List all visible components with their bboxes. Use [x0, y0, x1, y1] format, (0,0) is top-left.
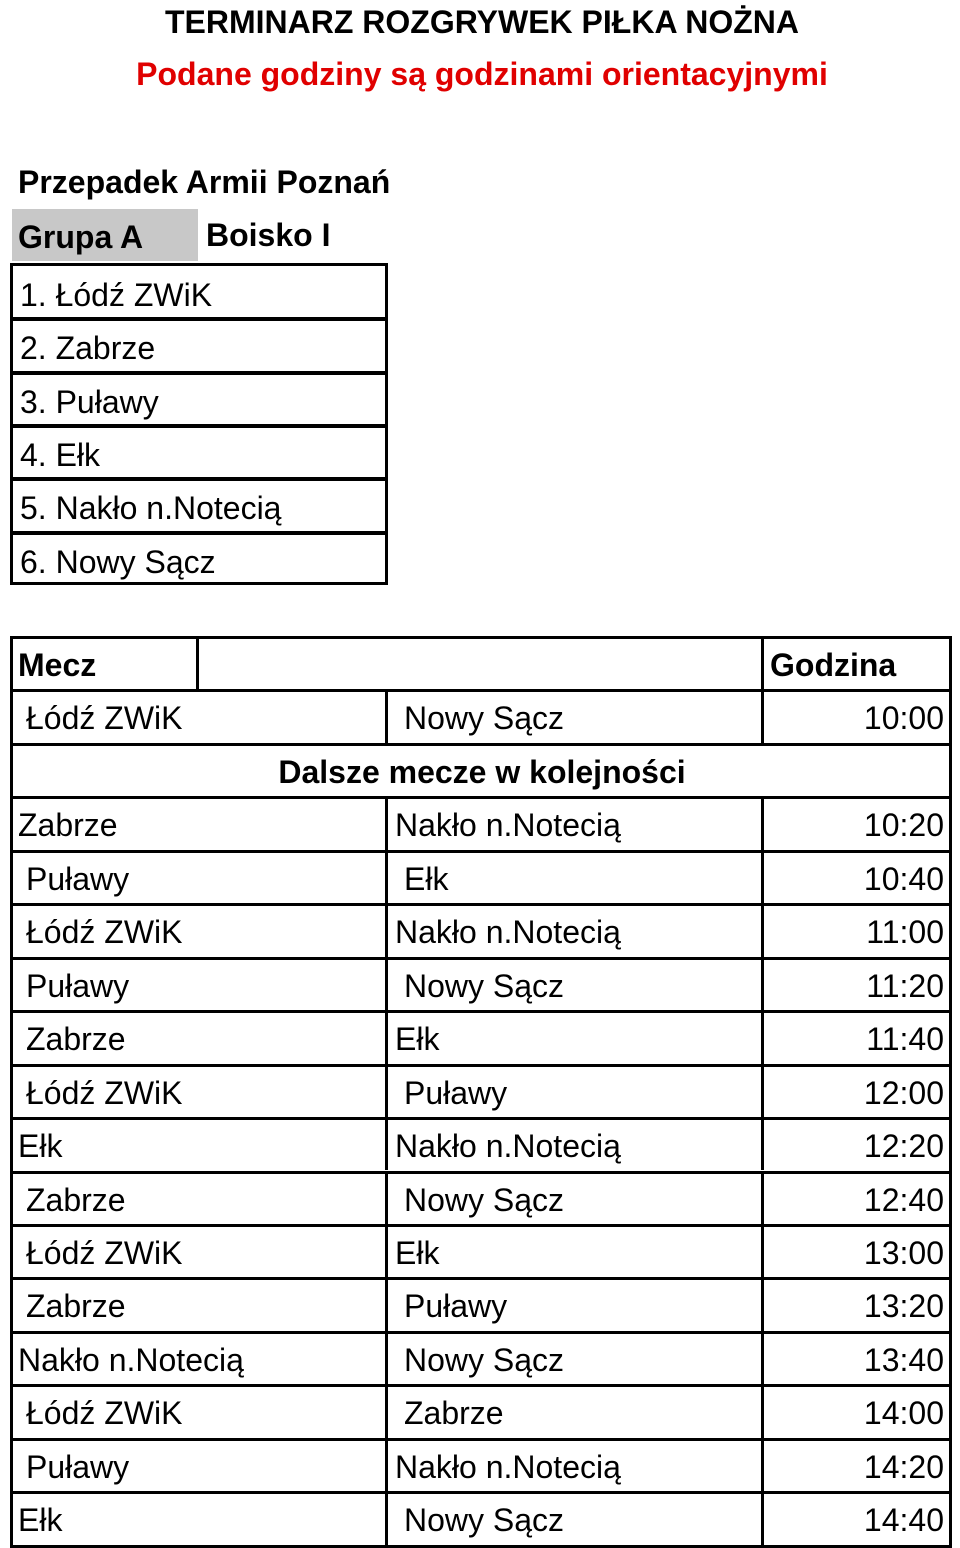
- match-home: Ełk: [18, 1502, 63, 1539]
- match-time: 14:20: [863, 1448, 944, 1485]
- match-time: 11:20: [866, 967, 944, 1004]
- match-away: Ełk: [404, 860, 449, 897]
- match-home: Łódź ZWiK: [26, 1074, 183, 1111]
- group-label: Grupa A: [18, 219, 144, 255]
- match-home: Puławy: [26, 1448, 130, 1485]
- column-divider: [385, 1491, 388, 1544]
- team-row: [13, 373, 385, 426]
- table-rule: [12, 1384, 952, 1387]
- column-divider: [385, 1438, 388, 1491]
- team-row: [13, 266, 385, 319]
- match-home: Zabrze: [26, 1288, 126, 1325]
- match-home: Ełk: [18, 1128, 63, 1165]
- team-name: 5. Nakło n.Notecią: [20, 490, 282, 527]
- match-time: 10:20: [863, 807, 944, 844]
- row-divider: [13, 477, 385, 481]
- venue-name: Przepadek Armii Poznań: [18, 164, 391, 200]
- match-away: Nowy Sącz: [404, 700, 565, 737]
- match-home: Nakło n.Notecią: [18, 1341, 244, 1378]
- match-home: Łódź ZWiK: [26, 700, 183, 737]
- header-divider: [196, 636, 199, 689]
- row-divider: [13, 424, 385, 428]
- match-time: 14:00: [863, 1395, 944, 1432]
- table-rule: [12, 903, 952, 906]
- match-away: Nowy Sącz: [404, 1341, 565, 1378]
- teams-list: [10, 263, 388, 585]
- team-name: 3. Puławy: [20, 383, 159, 420]
- match-time: 10:00: [863, 700, 944, 737]
- header-match: Mecz: [18, 647, 97, 683]
- table-rule: [12, 636, 952, 639]
- match-away: Ełk: [395, 1234, 440, 1271]
- match-away: Nakło n.Notecią: [395, 1128, 621, 1165]
- table-rule: [12, 1438, 952, 1441]
- match-away: Ełk: [395, 1021, 440, 1058]
- team-row: [13, 479, 385, 532]
- match-away: Nakło n.Notecią: [395, 1448, 621, 1485]
- team-name: 2. Zabrze: [20, 330, 156, 367]
- column-divider: [385, 1117, 388, 1170]
- table-rule: [12, 850, 952, 853]
- table-rule: [12, 1117, 952, 1120]
- match-time: 12:40: [863, 1181, 944, 1218]
- table-rule: [12, 1277, 952, 1280]
- table-rule: [12, 1224, 952, 1227]
- schedule-banner: Dalsze mecze w kolejności: [278, 753, 686, 790]
- column-divider: [385, 903, 388, 956]
- column-divider: [385, 957, 388, 1010]
- group-label-cell: [12, 209, 198, 261]
- column-divider: [385, 689, 388, 742]
- page-title: TERMINARZ ROZGRYWEK PIŁKA NOŻNA: [164, 4, 800, 40]
- table-rule: [12, 1064, 952, 1067]
- match-away: Nakło n.Notecią: [395, 807, 621, 844]
- table-rule: [12, 1331, 952, 1334]
- table-rule: [12, 957, 952, 960]
- match-time: 13:40: [863, 1341, 944, 1378]
- column-divider: [385, 1277, 388, 1330]
- match-home: Łódź ZWiK: [26, 1234, 183, 1271]
- match-home: Zabrze: [26, 1181, 126, 1218]
- match-away: Nowy Sącz: [404, 1181, 565, 1218]
- match-time: 12:20: [863, 1128, 944, 1165]
- match-home: Zabrze: [26, 1021, 126, 1058]
- row-divider: [13, 317, 385, 321]
- match-time: 14:40: [863, 1502, 944, 1539]
- match-away: Nakło n.Notecią: [395, 914, 621, 951]
- column-divider: [385, 850, 388, 903]
- row-divider: [13, 371, 385, 375]
- match-time: 13:00: [863, 1234, 944, 1271]
- page-subtitle: Podane godziny są godzinami orientacyjnymi: [136, 56, 828, 92]
- table-rule: [12, 743, 952, 746]
- column-divider: [385, 1171, 388, 1224]
- column-divider: [385, 1331, 388, 1384]
- pitch-label: Boisko I: [206, 217, 331, 253]
- header-divider: [761, 636, 764, 689]
- match-time: 11:00: [866, 914, 944, 951]
- match-away: Nowy Sącz: [404, 1502, 565, 1539]
- team-row: [13, 533, 385, 586]
- column-divider: [385, 1384, 388, 1437]
- team-name: 1. Łódź ZWiK: [20, 277, 213, 313]
- match-away: Puławy: [404, 1074, 508, 1111]
- column-divider: [385, 1010, 388, 1063]
- column-divider: [385, 1224, 388, 1277]
- team-row: [13, 426, 385, 479]
- column-divider: [385, 796, 388, 849]
- match-time: 10:40: [863, 860, 944, 897]
- team-name: 4. Ełk: [20, 436, 101, 473]
- team-row: [13, 319, 385, 372]
- table-rule: [12, 1010, 952, 1013]
- table-rule: [12, 689, 952, 692]
- table-rule: [12, 1545, 952, 1548]
- table-rule: [12, 1171, 952, 1174]
- match-time: 11:40: [866, 1021, 944, 1058]
- column-divider: [385, 1064, 388, 1117]
- match-away: Zabrze: [404, 1395, 504, 1432]
- match-home: Puławy: [26, 860, 130, 897]
- match-home: Łódź ZWiK: [26, 1395, 183, 1432]
- table-rule: [12, 1491, 952, 1494]
- match-away: Nowy Sącz: [404, 967, 565, 1004]
- header-time: Godzina: [770, 647, 897, 683]
- match-home: Łódź ZWiK: [26, 914, 183, 951]
- match-time: 13:20: [863, 1288, 944, 1325]
- match-away: Puławy: [404, 1288, 508, 1325]
- team-name: 6. Nowy Sącz: [20, 543, 216, 580]
- row-divider: [13, 531, 385, 535]
- table-rule: [12, 796, 952, 799]
- match-home: Zabrze: [18, 807, 118, 844]
- match-time: 12:00: [863, 1074, 944, 1111]
- match-home: Puławy: [26, 967, 130, 1004]
